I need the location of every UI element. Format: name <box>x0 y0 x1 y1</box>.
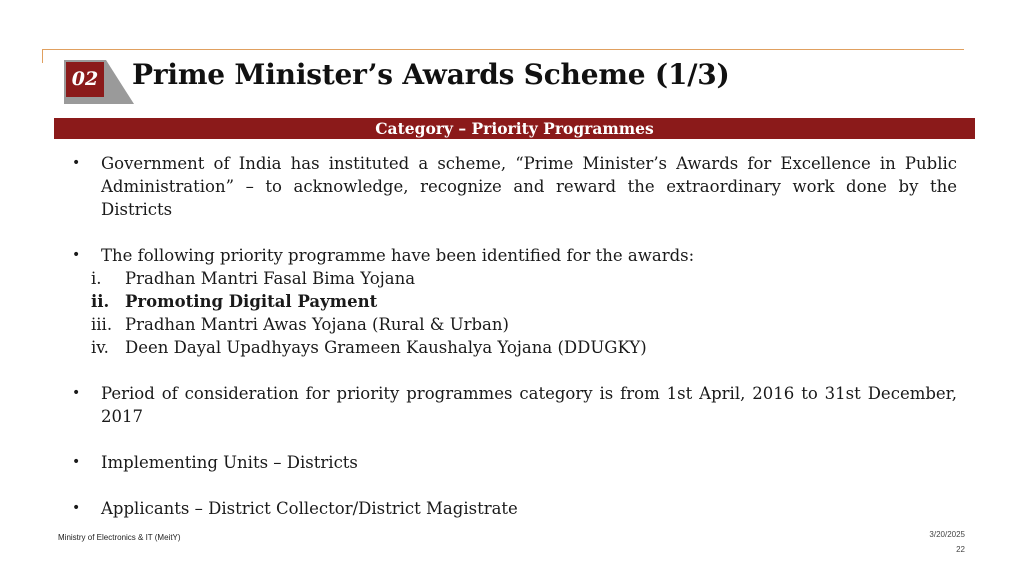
category-banner <box>54 118 975 139</box>
list-item-text: Pradhan Mantri Fasal Bima Yojana <box>125 269 416 288</box>
list-item-text: Promoting Digital Payment <box>125 292 378 311</box>
list-item-number: iii. <box>91 315 113 334</box>
bullet-period: • Period of consideration for priority programmes category is from 1st April, 2016 to 31st December, 2017 <box>72 382 957 428</box>
list-item <box>72 267 957 290</box>
list-item <box>72 290 957 313</box>
list-item <box>72 313 957 336</box>
priority-programme-list <box>72 267 957 359</box>
list-item-number: i. <box>91 269 102 288</box>
list-item-number: ii. <box>91 292 110 311</box>
list-item-text: Pradhan Mantri Awas Yojana (Rural & Urban) <box>125 315 509 334</box>
footer-organization: Ministry of Electronics & IT (MeitY) <box>58 533 181 542</box>
list-item <box>72 336 957 359</box>
page-number: 22 <box>956 545 965 554</box>
bullet-applicants: • Applicants – District Collector/District Magistrate <box>72 497 957 520</box>
bullet-implementing-units: • Implementing Units – Districts <box>72 451 957 474</box>
bullet-scheme: • Government of India has instituted a scheme, “Prime Minister’s Awards for Excellence in Public Administration” – to acknowledge, recognize and reward the extraordinary work done by the Districts <box>72 152 957 221</box>
list-item-text: Deen Dayal Upadhyays Grameen Kaushalya Yojana (DDUGKY) <box>125 338 647 357</box>
list-item-number: iv. <box>91 338 109 357</box>
category-banner-text: Category – Priority Programmes <box>375 119 654 138</box>
section-badge <box>64 60 134 104</box>
footer-date: 3/20/2025 <box>929 530 965 539</box>
bullet-priority-programmes <box>72 244 957 267</box>
slide-content <box>72 152 957 520</box>
top-rule-tick <box>42 49 43 63</box>
section-number: 02 <box>66 62 104 97</box>
top-rule <box>42 49 964 50</box>
slide-title: Prime Minister’s Awards Scheme (1/3) <box>132 58 730 91</box>
bullet-priority-programmes-text: The following priority programme have been identified for the awards: <box>101 246 695 265</box>
